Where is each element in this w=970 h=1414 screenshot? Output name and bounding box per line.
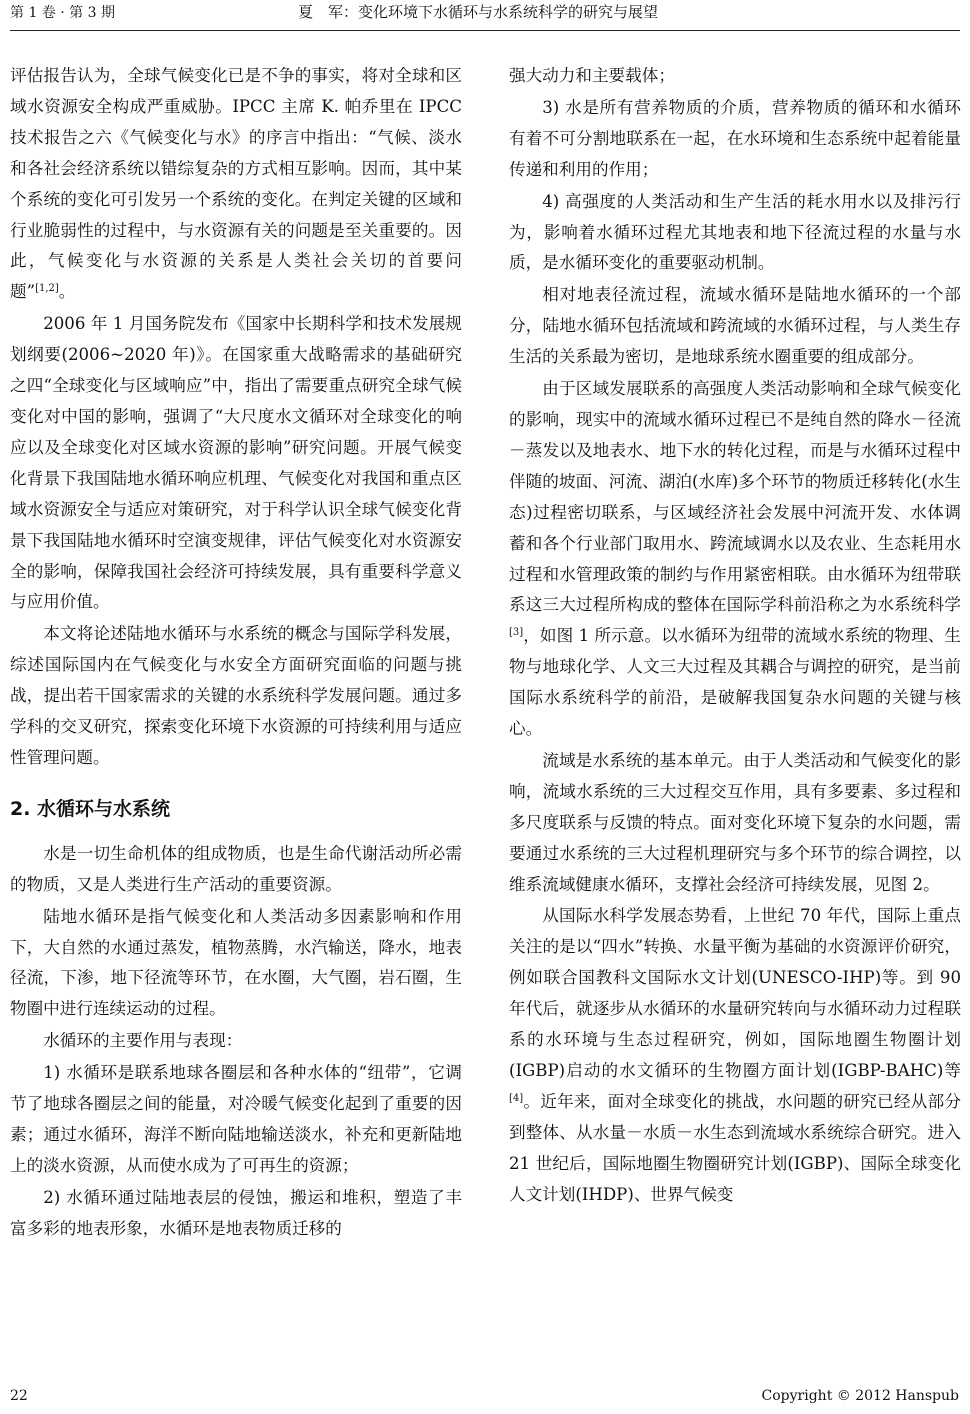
list-item: 3) 水是所有营养物质的介质，营养物质的循环和水循环有着不可分割地联系在一起，在水环境和生态系统中起着能量传递和利用的作用； <box>509 97 961 179</box>
citation[interactable]: [3] <box>509 627 524 639</box>
paragraph: 本文将论述陆地水循环与水系统的概念与国际学科发展，综述国际国内在气候变化与水安全方面研究面临的问题与挑战，提出若干国家需求的关键的水系统科学发展问题。通过多学科的交叉研究，探索变化环境下水资源的可持续利用与适应性管理问题。 <box>10 624 462 767</box>
list-item: 2) 水循环通过陆地表层的侵蚀，搬运和堆积，塑造了丰富多彩的地表形象，水循环是地表物质迁移的 <box>10 1187 462 1238</box>
running-title: 夏 军：变化环境下水循环与水系统科学的研究与展望 <box>298 3 659 21</box>
running-header <box>10 0 960 31</box>
section-heading: 2. 水循环与水系统 <box>10 797 171 820</box>
citation[interactable]: [1,2] <box>35 283 59 295</box>
paragraph: 相对地表径流过程，流域水循环是陆地水循环的一个部分，陆地水循环包括流域和跨流域的水循环过程，与人类生存生活的关系最为密切，是地球系统水圈重要的组成部分。 <box>509 285 961 367</box>
paragraph: 水循环的主要作用与表现： <box>43 1031 243 1051</box>
paragraph: 由于区域发展联系的高强度人类活动影响和全球气候变化的影响，现实中的流域水循环过程已不是纯自然的降水－径流－蒸发以及地表水、地下水的转化过程，而是与水循环过程中伴随的坡面、河流、湖泊(水库)多个环节的物质迁移转化(水生态)过程密切联系，与区域经济社会发展中河流开发、水体调蓄和各个行业部门取用水、跨流域调水以及农业、生态耗用水过程和水管理政策的制约与作用紧密相联。由水循环为纽带联系这三大过程所构成的整体在国际学科前沿称之为水系统科学[3]，如图 1 所示意。以水循环为纽带的流域水系统的物理、生物与地球化学、人文三大过程及其耦合与调控的研究，是当前国际水系统科学的前沿，是破解我国复杂水问题的关键与核心。 <box>509 379 961 739</box>
page-number: 22 <box>10 1388 28 1404</box>
paragraph: 2006 年 1 月国务院发布《国家中长期科学和技术发展规划纲要(2006~2020 年)》。在国家重大战略需求的基础研究之四“全球变化与区域响应”中，指出了需要重点研究全球气候变化对中国的影响，强调了“大尺度水文循环对全球变化的响应以及全球变化对区域水资源的影响”研究问题。开展气候变化背景下我国陆地水循环响应机理、气候变化对我国和重点区域水资源安全与适应对策研究，对于科学认识全球气候变化背景下我国陆地水循环时空演变规律，评估气候变化对水资源安全的影响，保障我国社会经济可持续发展，具有重要科学意义与应用价值。 <box>10 314 462 612</box>
citation[interactable]: [4] <box>509 1092 524 1104</box>
left-column <box>10 61 462 1245</box>
paragraph: 从国际水科学发展态势看，上世纪 70 年代，国际上重点关注的是以“四水”转换、水量平衡为基础的水资源评价研究，例如联合国教科文国际水文计划(UNESCO-IHP)等。到 90 年代后，就逐步从水循环的水量研究转向与水循环动力过程联系的水环境与生态过程研究，例如，国际地圈生物圈计划(IGBP)启动的水文循环的生物圈方面计划(IGBP-BAHC)等[4]。近年来，面对全球变化的挑战，水问题的研究已经从部分到整体、从水量－水质－水生态到流域水系统综合研究。进入 21 世纪后，国际地圈生物圈研究计划(IGBP)、国际全球变化人文计划(IHDP)、世界气候变 <box>509 906 961 1204</box>
copyright-notice: Copyright © 2012 Hanspub <box>761 1388 959 1404</box>
paragraph: 水是一切生命机体的组成物质，也是生命代谢活动所必需的物质，又是人类进行生产活动的重要资源。 <box>10 843 462 894</box>
paragraph: 评估报告认为，全球气候变化已是不争的事实，将对全球和区域水资源安全构成严重威胁。IPCC 主席 K. 帕乔里在 IPCC 技术报告之六《气候变化与水》的序言中指出：“气候、淡水和各社会经济系统以错综复杂的方式相互影响。因而，其中某个系统的变化可引发另一个系统的变化。在判定关键的区域和行业脆弱性的过程中，与水资源有关的问题是至关重要的。因此，气候变化与水资源的关系是人类社会关切的首要问题”[1,2]。 <box>10 66 462 302</box>
right-column <box>509 61 961 1211</box>
list-item: 4) 高强度的人类活动和生产生活的耗水用水以及排污行为，影响着水循环过程尤其地表和地下径流过程的水量与水质，是水循环变化的重要驱动机制。 <box>509 191 961 273</box>
list-item: 1) 水循环是联系地球各圈层和各种水体的“纽带”，它调节了地球各圈层之间的能量，对冷暖气候变化起到了重要的因素；通过水循环，海洋不断向陆地输送淡水，补充和更新陆地上的淡水资源，从而使水成为了可再生的资源； <box>10 1063 462 1175</box>
paragraph: 陆地水循环是指气候变化和人类活动多因素影响和作用下，大自然的水通过蒸发，植物蒸腾，水汽输送，降水，地表径流，下渗，地下径流等环节，在水圈，大气圈，岩石圈，生物圈中进行连续运动的过程。 <box>10 906 462 1019</box>
journal-volume-issue: 第 1 卷 · 第 3 期 <box>10 5 115 21</box>
paragraph: 强大动力和主要载体； <box>509 66 675 85</box>
paragraph: 流域是水系统的基本单元。由于人类活动和气候变化的影响，流域水系统的三大过程交互作用，具有多要素、多过程和多尺度联系与反馈的特点。面对变化环境下复杂的水问题，需要通过水系统的三大过程机理研究与多个环节的综合调控，以维系流域健康水循环，支撑社会经济可持续发展，见图 2。 <box>509 750 961 894</box>
